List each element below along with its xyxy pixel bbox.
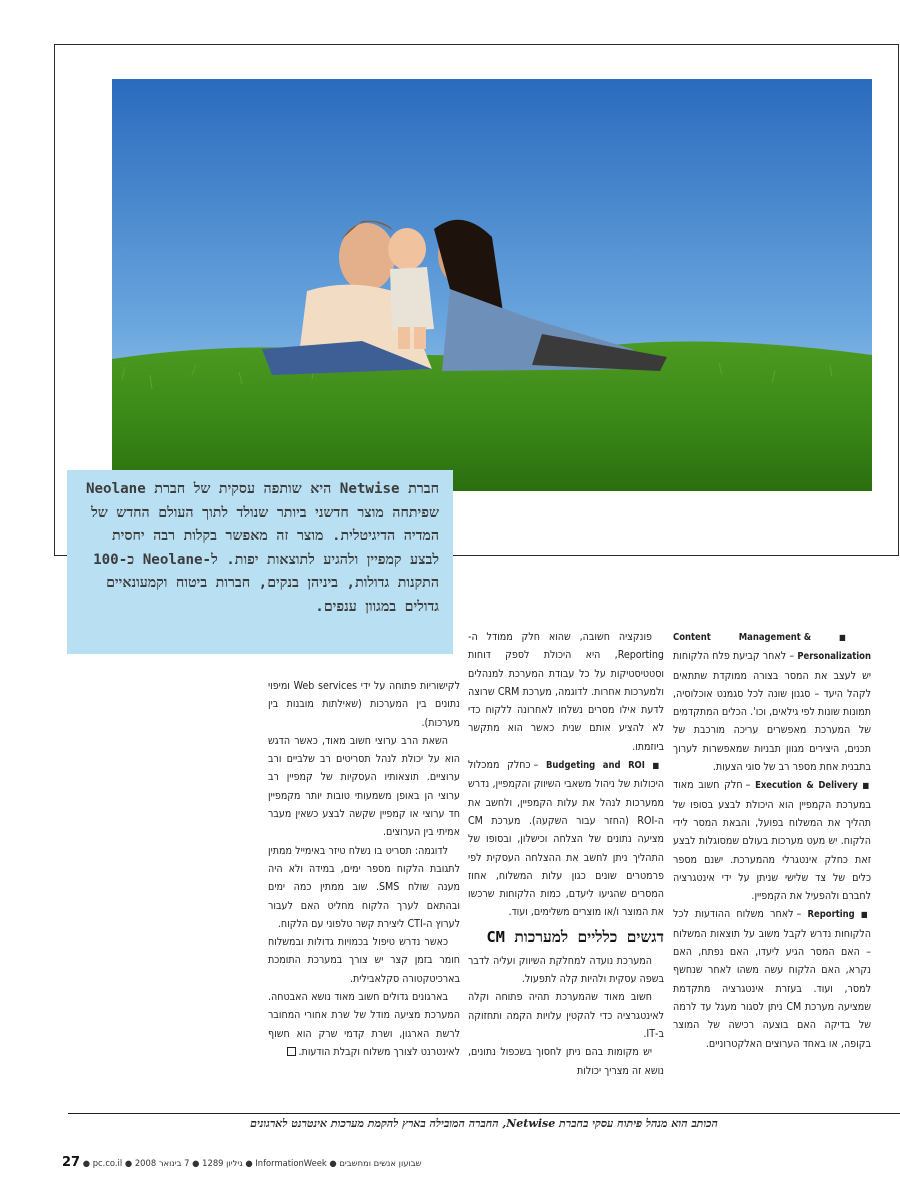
bullet-square-icon: ■ (652, 761, 664, 771)
bullet-square-icon: ■ (839, 633, 871, 642)
feature-text: – לאחר קביעת פלח הלקוחות יש לעצב את המסר בצורה ממוקדת שתתאים לקהל היעד – סגנון שונה לכל סגמנט אוכלוסיה, תמונות שונות לפי גילאים, וכו'. הכלים המתקדמים של המערכת מאפשרים עריכה מורכבת של תכנים, היצירים מגוון תבניות שמאפשרות לערוך בתבנית אחת מספר רב של סוגי הצעות. (673, 650, 871, 774)
article-column-2 (468, 628, 664, 1080)
page-footer (62, 1155, 502, 1170)
section-heading: דגשים כלליים למערכות CM (486, 927, 664, 946)
paragraph: לדוגמה: תסריט בו נשלח טיזר באימייל ממתין לתגובת הלקוח מספר ימים, במידה ולא היה מענה שולח SMS. שוב ממתין כמה ימים ובהתאם לערך הלקוח מחליט האם לעבור לערוץ ה-CTI ליצירת קשר טלפוני עם הלקוח. (268, 844, 461, 930)
paragraph: כאשר נדרש טיפול בכמויות גדולות ובמשלוח חומר בזמן קצר יש צורך במערכת התומכת בארכיטקטורה סקלאבילית. (268, 936, 460, 985)
paragraph: פונקציה חשובה, שהוא חלק ממודל ה-Reporting, היא היכולת לספק דוחות וסטטיסטיקות על כל עבודת המערכת למנהלים ולמערכות אחרות. לדוגמה, מערכת CRM שרוצה לדעת אילו מסרים נשלחו לאחרונה ללקוח כדי לא להציע אותם שנית כאשר הוא מתקשר ביוזמתו. (468, 631, 664, 753)
paragraph: השאת הרב ערוצי חשוב מאוד, כאשר הדגש הוא על יכולת לנהל תסריטים רב שלביים ורב ערוציים. תוצאותיו העסקיות של קמפיין רב ערוצי הן באופן משמעותי טובות יותר מקמפיין חד ערוצי או קמפיין שקשה לבצע כשאין מעבר אמיתי בין הערוצים. (268, 734, 460, 839)
feature-item-reporting (673, 905, 871, 1052)
feature-item-budgeting (468, 756, 664, 922)
feature-item-content-management (673, 628, 871, 776)
paragraph-text: בארגונים גדולים חשוב מאוד נושא האבטחה. המערכת מציעה מודל של שרת אחורי המחובר לרשת הארגון, ושרת קדמי שרק הוא חשוף לאינטרנט לצורך משלוח וקבלת הודעות. (268, 991, 460, 1058)
paragraph: חשוב מאוד שהמערכת תהיה פתוחה וקלה לאינטגרציה כדי להקטין עלויות הקמה ותחזוקה ב-IT. (468, 991, 664, 1040)
family-on-grass-illustration (112, 79, 872, 491)
feature-term: Content Management & Personalization (673, 632, 871, 663)
paragraph: יש מקומות בהם ניתן לחסוך בשכפול נתונים, נושא זה מצריך יכולות (468, 1046, 664, 1077)
feature-term: Reporting (807, 909, 855, 921)
feature-item-execution (673, 776, 871, 905)
page-number: 27 (62, 1155, 81, 1170)
feature-text: – לאחר משלוח ההודעות לכל הלקוחות נדרש לקבל משוב על תוצאות המשלוח – האם המסר הגיע ליעדו, האם נפתח, האם נקרא, האם הלקוח עשה משהו לאחר שנחשף למסר, ועוד. בעזרת אינטגרציה מתקדמת שמציעה מערכת CM ניתן לסגור מעגל עד לרמה של בדיקה האם בוצעה רכישה של המוצר בקופה, או באחד הערוצים האלקטרוניים. (673, 908, 872, 1050)
article-column-3 (268, 677, 460, 1061)
bullet-square-icon: ■ (860, 910, 871, 920)
author-line: הכותב הוא מנהל פיתוח עסקי בחברת Netwise, החברה המובילה בארץ להקמת מערכות אינטרנט לארגונים (250, 1117, 718, 1130)
end-of-article-icon (287, 1047, 296, 1056)
callout-text: חברת Netwise היא שותפה עסקית של חברת Neolane שפיתחה מוצר חדשני ביותר שנולד לתוך העולם החדש של המדיה הדיגיטלית. מוצר זה מאפשר בקלות רבה יחסית לבצע קמפיין ולהגיע לתוצאות יפות. ל-Neolane כ-100 התקנות גדולות, ביניהן בנקים, חברות ביטוח וקמעונאיים גדולים במגוון ענפים. (85, 481, 439, 615)
divider (68, 1113, 900, 1114)
callout-box (67, 470, 453, 654)
feature-term: Budgeting and ROI (545, 760, 645, 772)
paragraph: לקישוריות פתוחה על ידי Web services ומיפוי נתונים בין המערכות (שאילתות מובנות בין מערכות). (268, 680, 460, 729)
article-column-1 (673, 628, 871, 1053)
feature-term: Execution & Delivery (755, 780, 858, 792)
family-photo (112, 79, 872, 491)
paragraph-last (268, 988, 460, 1061)
bullet-square-icon: ■ (862, 781, 871, 791)
feature-text: – כחלק ממכלול היכולות של ניהול משאבי השיווק והקמפיין, נדרש ממערכות לנהל את עלות הקמפיין, ולחשב את ה-ROI (החזר עבור השקעה). מערכת CM מציעה נתונים של הצלחה וכישלון, ובסופו של התהליך ניתן לחשב את ההצלחה העסקית לפי פרמטרים שונים כגון עלות המשלוח, אחוז המסרים שהגיעו ליעדם, כמות הלקוחות שרכשו את המוצר ו/או מוצרים משלימים, ועוד. (468, 759, 664, 919)
feature-text: – חלק חשוב מאוד במערכת הקמפיין הוא היכולת לבצע בסופו של תהליך את המשלוח בפועל, והבאת המסר לידי הלקוח. יש מעט מערכות בעולם שמסוגלות לבצע זאת כחלק אינטגרלי מהמערכת. ישנם מספר כלים של צד שלישי שניתן על ידי אינטגרציה לחברם ולהפעיל את הקמפיין. (673, 779, 871, 903)
footer-text: ● pc.co.il ● 2008 גיליון 1289 ● 7 בינואר ● InformationWeek ● שבועון אנשים ומחשבים (82, 1158, 422, 1168)
paragraph: המערכת נועדה למחלקת השיווק ועליה לדבר בשפה עסקית ולהיות קלה לתפעול. (468, 954, 664, 986)
